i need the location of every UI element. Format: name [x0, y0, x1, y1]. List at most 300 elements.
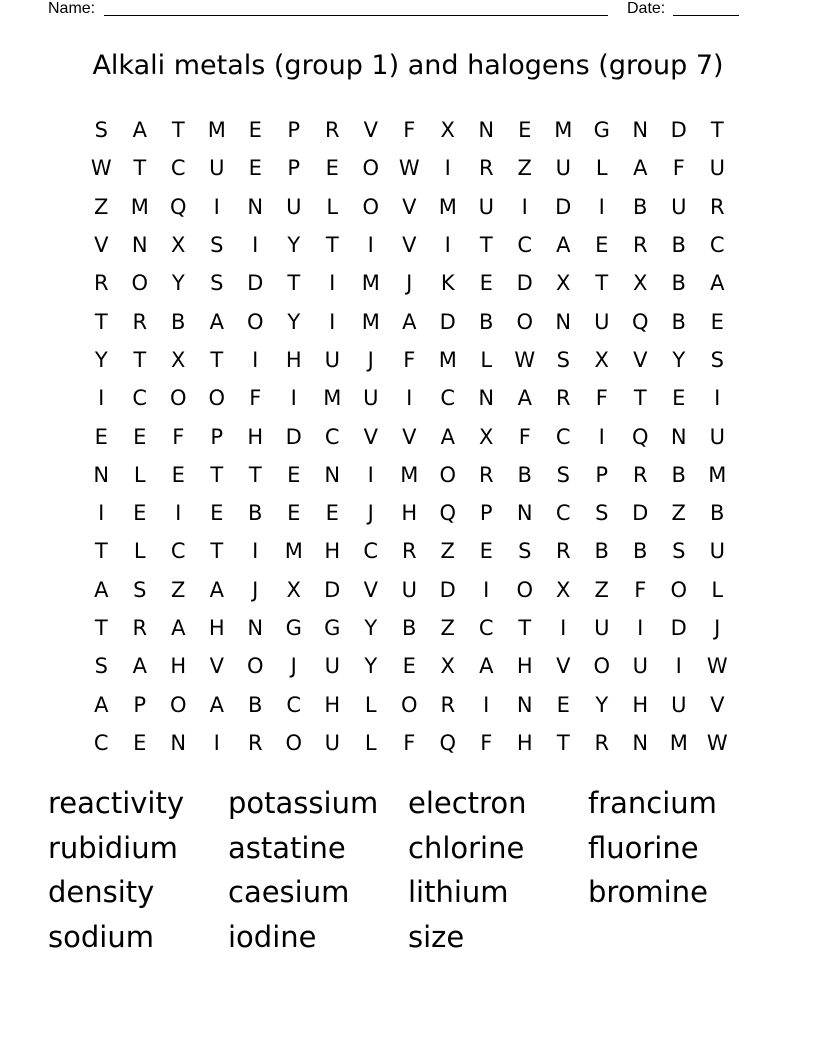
grid-letter: B: [671, 271, 686, 296]
name-blank-line: [104, 15, 608, 16]
grid-letter: I: [637, 616, 644, 640]
word-list-item: lithium: [408, 875, 509, 910]
grid-letter: T: [210, 347, 224, 372]
grid-letter: R: [594, 730, 610, 755]
grid-letter: Q: [439, 501, 457, 526]
grid-letter: L: [595, 156, 608, 181]
grid-letter: L: [326, 194, 339, 219]
grid-letter: O: [208, 386, 226, 411]
grid-letter: T: [479, 233, 493, 258]
grid-letter: D: [285, 424, 302, 449]
grid-letter: T: [287, 271, 301, 296]
grid-letter: B: [671, 309, 686, 334]
grid-letter: V: [209, 654, 224, 679]
grid-letter: A: [94, 692, 109, 717]
grid-letter: V: [94, 233, 109, 258]
grid-letter: N: [247, 194, 264, 219]
grid-letter: R: [440, 692, 456, 717]
grid-letter: F: [249, 386, 262, 411]
grid-letter: N: [247, 616, 264, 640]
word-list-item: caesium: [228, 875, 350, 910]
grid-letter: T: [171, 118, 185, 143]
grid-letter: B: [479, 309, 494, 334]
grid-letter: O: [516, 309, 534, 334]
grid-letter: U: [709, 156, 725, 181]
grid-letter: X: [440, 118, 455, 143]
grid-letter: C: [324, 424, 340, 449]
grid-letter: T: [710, 118, 724, 143]
grid-letter: Z: [517, 156, 532, 181]
grid-letter: E: [248, 156, 262, 181]
grid-letter: R: [132, 309, 148, 334]
grid-letter: U: [594, 309, 610, 334]
grid-letter: B: [248, 692, 263, 717]
word-list-item: rubidium: [48, 830, 178, 865]
grid-letter: S: [94, 118, 108, 143]
grid-letter: D: [439, 577, 456, 602]
grid-letter: U: [401, 577, 417, 602]
grid-letter: N: [478, 386, 495, 411]
grid-letter: I: [598, 194, 605, 219]
grid-letter: U: [209, 156, 225, 181]
grid-letter: E: [94, 424, 108, 449]
grid-letter: I: [175, 501, 182, 526]
grid-letter: G: [593, 118, 610, 143]
date-blank-line: [673, 15, 739, 16]
grid-letter: M: [708, 462, 727, 487]
grid-letter: Q: [631, 424, 649, 449]
grid-letter: N: [632, 118, 649, 143]
grid-letter: T: [210, 462, 224, 487]
grid-letter: D: [439, 309, 456, 334]
name-label: Name:: [48, 0, 96, 17]
grid-letter: N: [555, 309, 572, 334]
word-list-item: density: [48, 875, 155, 910]
grid-letter: W: [90, 156, 112, 181]
grid-letter: E: [402, 654, 416, 679]
grid-letter: F: [634, 577, 647, 602]
grid-letter: I: [444, 233, 451, 258]
grid-letter: I: [290, 386, 297, 411]
grid-letter: Y: [595, 692, 609, 717]
grid-letter: P: [287, 156, 301, 181]
grid-letter: B: [171, 309, 186, 334]
grid-letter: O: [285, 730, 303, 755]
grid-letter: I: [329, 271, 336, 296]
grid-letter: L: [133, 539, 146, 564]
grid-letter: B: [671, 462, 686, 487]
grid-letter: S: [710, 347, 724, 372]
grid-letter: L: [133, 462, 146, 487]
grid-letter: R: [478, 462, 494, 487]
grid-letter: Y: [364, 654, 378, 679]
grid-letter: O: [362, 156, 380, 181]
grid-letter: I: [252, 347, 259, 372]
grid-letter: Z: [94, 194, 109, 219]
grid-letter: W: [514, 347, 536, 372]
grid-letter: A: [209, 309, 224, 334]
grid-letter: X: [440, 654, 455, 679]
grid-letter: T: [210, 539, 224, 564]
grid-letter: I: [98, 501, 105, 526]
grid-letter: E: [595, 233, 609, 258]
grid-letter: H: [324, 692, 341, 717]
grid-letter: A: [556, 233, 571, 258]
grid-letter: A: [710, 271, 725, 296]
grid-letter: I: [560, 616, 567, 640]
grid-letter: I: [483, 692, 490, 717]
grid-letter: A: [209, 692, 224, 717]
grid-letter: F: [172, 424, 185, 449]
grid-letter: H: [285, 347, 302, 372]
grid-letter: H: [401, 501, 418, 526]
grid-letter: E: [556, 692, 570, 717]
grid-letter: E: [325, 156, 339, 181]
grid-letter: X: [633, 271, 648, 296]
grid-letter: C: [93, 730, 109, 755]
grid-letter: I: [329, 309, 336, 334]
grid-letter: J: [367, 501, 374, 526]
grid-letter: R: [555, 386, 571, 411]
grid-letter: F: [403, 118, 416, 143]
grid-letter: C: [363, 539, 379, 564]
grid-letter: D: [516, 271, 533, 296]
grid-letter: T: [133, 156, 147, 181]
grid-letter: S: [556, 347, 570, 372]
grid-letter: E: [133, 501, 147, 526]
grid-letter: A: [440, 424, 455, 449]
grid-letter: E: [325, 501, 339, 526]
grid-letter: R: [324, 118, 340, 143]
grid-letter: M: [284, 539, 303, 564]
grid-letter: L: [480, 347, 493, 372]
grid-letter: V: [633, 347, 648, 372]
grid-letter: Y: [287, 309, 301, 334]
grid-letter: I: [98, 386, 105, 411]
grid-letter: N: [670, 424, 687, 449]
grid-letter: F: [403, 730, 416, 755]
grid-letter: R: [709, 194, 725, 219]
grid-letter: C: [517, 233, 533, 258]
grid-letter: K: [440, 271, 455, 296]
grid-letter: Q: [631, 309, 649, 334]
grid-letter: Q: [439, 730, 457, 755]
grid-letter: H: [208, 616, 225, 640]
grid-letter: M: [438, 194, 457, 219]
grid-letter: M: [361, 309, 380, 334]
grid-letter: N: [516, 692, 533, 717]
grid-letter: R: [247, 730, 263, 755]
grid-letter: O: [439, 462, 457, 487]
grid-letter: T: [556, 730, 570, 755]
grid-letter: U: [632, 654, 648, 679]
grid-letter: S: [672, 539, 686, 564]
grid-letter: A: [209, 577, 224, 602]
grid-letter: O: [246, 309, 264, 334]
grid-letter: B: [402, 616, 417, 640]
word-list-item: reactivity: [48, 786, 185, 820]
grid-letter: B: [517, 462, 532, 487]
grid-letter: B: [710, 501, 725, 526]
word-list-item: chlorine: [408, 830, 525, 865]
grid-letter: F: [672, 156, 685, 181]
grid-letter: M: [554, 118, 573, 143]
grid-letter: S: [94, 654, 108, 679]
grid-letter: X: [556, 577, 571, 602]
grid-letter: N: [170, 730, 187, 755]
grid-letter: P: [287, 118, 301, 143]
date-label: Date:: [627, 0, 666, 17]
grid-letter: Z: [594, 577, 609, 602]
grid-letter: A: [517, 386, 532, 411]
grid-letter: Y: [364, 616, 378, 640]
grid-letter: E: [672, 386, 686, 411]
grid-letter: O: [670, 577, 688, 602]
grid-letter: A: [94, 577, 109, 602]
grid-letter: O: [516, 577, 534, 602]
grid-letter: S: [210, 271, 224, 296]
grid-letter: I: [213, 194, 220, 219]
grid-letter: O: [400, 692, 418, 717]
grid-letter: X: [556, 271, 571, 296]
grid-letter: P: [595, 462, 609, 487]
grid-letter: Y: [94, 347, 108, 372]
word-list-item: iodine: [228, 920, 317, 955]
grid-letter: Y: [672, 347, 686, 372]
grid-letter: H: [632, 692, 649, 717]
grid-letter: E: [171, 462, 185, 487]
grid-letter: T: [94, 616, 108, 640]
word-list-item: bromine: [588, 875, 708, 910]
grid-letter: I: [406, 386, 413, 411]
grid-letter: N: [324, 462, 341, 487]
grid-letter: D: [247, 271, 264, 296]
grid-letter: U: [594, 616, 610, 640]
grid-letter: F: [518, 424, 531, 449]
grid-letter: W: [706, 730, 728, 755]
grid-letter: U: [671, 692, 687, 717]
grid-letter: D: [670, 118, 687, 143]
grid-letter: M: [130, 194, 149, 219]
grid-letter: T: [133, 347, 147, 372]
grid-letter: I: [252, 233, 259, 258]
grid-letter: Z: [440, 616, 455, 640]
grid-letter: C: [440, 386, 456, 411]
grid-letter: U: [363, 386, 379, 411]
grid-letter: D: [632, 501, 649, 526]
grid-letter: V: [402, 424, 417, 449]
grid-letter: O: [131, 271, 149, 296]
grid-letter: M: [400, 462, 419, 487]
grid-letter: D: [670, 616, 687, 640]
grid-letter: S: [556, 462, 570, 487]
grid-letter: P: [210, 424, 224, 449]
word-list-item: size: [408, 920, 465, 955]
grid-letter: Y: [287, 233, 301, 258]
grid-letter: Z: [171, 577, 186, 602]
grid-letter: R: [555, 539, 571, 564]
header: [0, 0, 816, 20]
grid-letter: S: [133, 577, 147, 602]
grid-letter: T: [248, 462, 262, 487]
grid-letter: G: [285, 616, 302, 640]
grid-letter: E: [479, 539, 493, 564]
grid-letter: I: [675, 654, 682, 679]
grid-letter: E: [287, 501, 301, 526]
grid-letter: C: [286, 692, 302, 717]
grid-letter: F: [480, 730, 493, 755]
grid-letter: J: [290, 654, 297, 679]
grid-letter: D: [324, 577, 341, 602]
grid-letter: O: [593, 654, 611, 679]
grid-letter: X: [171, 347, 186, 372]
grid-letter: U: [286, 194, 302, 219]
grid-letter: A: [132, 654, 147, 679]
grid-letter: E: [210, 501, 224, 526]
grid-letter: I: [444, 156, 451, 181]
grid-letter: C: [555, 424, 571, 449]
grid-letter: A: [402, 309, 417, 334]
grid-letter: M: [361, 271, 380, 296]
grid-letter: X: [479, 424, 494, 449]
grid-letter: V: [402, 194, 417, 219]
grid-letter: L: [364, 692, 377, 717]
grid-letter: U: [555, 156, 571, 181]
grid-letter: X: [171, 233, 186, 258]
grid-letter: C: [132, 386, 148, 411]
letter-grid: [82, 111, 737, 762]
grid-letter: R: [632, 462, 648, 487]
grid-letter: W: [706, 654, 728, 679]
grid-letter: Y: [171, 271, 185, 296]
grid-letter: U: [709, 424, 725, 449]
grid-letter: L: [364, 730, 377, 755]
grid-letter: C: [709, 233, 725, 258]
grid-letter: T: [633, 386, 647, 411]
grid-letter: P: [479, 501, 493, 526]
grid-letter: V: [363, 577, 378, 602]
grid-letter: T: [94, 539, 108, 564]
grid-letter: A: [132, 118, 147, 143]
grid-letter: J: [367, 347, 374, 372]
grid-letter: L: [711, 577, 724, 602]
grid-letter: H: [516, 654, 533, 679]
grid-letter: E: [518, 118, 532, 143]
grid-letter: T: [94, 309, 108, 334]
grid-letter: F: [595, 386, 608, 411]
grid-letter: C: [170, 539, 186, 564]
grid-letter: E: [287, 462, 301, 487]
grid-letter: H: [516, 730, 533, 755]
grid-letter: E: [710, 309, 724, 334]
grid-letter: N: [93, 462, 110, 487]
word-list-item: astatine: [228, 830, 346, 865]
grid-letter: J: [714, 616, 721, 640]
grid-letter: M: [438, 347, 457, 372]
puzzle-title: Alkali metals (group 1) and halogens (group 7): [92, 50, 724, 81]
grid-letter: S: [210, 233, 224, 258]
grid-letter: I: [483, 577, 490, 602]
grid-letter: E: [133, 424, 147, 449]
grid-letter: D: [555, 194, 572, 219]
grid-letter: C: [170, 156, 186, 181]
grid-letter: B: [248, 501, 263, 526]
grid-letter: O: [246, 654, 264, 679]
grid-letter: I: [521, 194, 528, 219]
grid-letter: V: [363, 424, 378, 449]
grid-letter: A: [171, 616, 186, 640]
grid-letter: J: [406, 271, 413, 296]
grid-letter: J: [252, 577, 259, 602]
grid-letter: M: [207, 118, 226, 143]
grid-letter: B: [671, 233, 686, 258]
grid-letter: T: [595, 271, 609, 296]
grid-letter: E: [479, 271, 493, 296]
grid-letter: Q: [169, 194, 187, 219]
grid-letter: N: [516, 501, 533, 526]
grid-letter: I: [213, 730, 220, 755]
grid-letter: P: [133, 692, 147, 717]
grid-letter: C: [478, 616, 494, 640]
grid-letter: N: [478, 118, 495, 143]
grid-letter: N: [632, 730, 649, 755]
grid-letter: E: [133, 730, 147, 755]
word-list-item: francium: [588, 786, 717, 820]
grid-letter: U: [478, 194, 494, 219]
grid-letter: O: [169, 692, 187, 717]
grid-letter: R: [478, 156, 494, 181]
grid-letter: I: [252, 539, 259, 564]
grid-letter: H: [324, 539, 341, 564]
grid-letter: A: [479, 654, 494, 679]
grid-letter: M: [669, 730, 688, 755]
grid-letter: U: [709, 539, 725, 564]
grid-letter: H: [170, 654, 187, 679]
grid-letter: B: [594, 539, 609, 564]
grid-letter: Z: [671, 501, 686, 526]
grid-letter: F: [403, 347, 416, 372]
grid-letter: S: [518, 539, 532, 564]
grid-letter: I: [598, 424, 605, 449]
grid-letter: V: [710, 692, 725, 717]
grid-letter: I: [367, 233, 374, 258]
grid-letter: R: [401, 539, 417, 564]
grid-letter: R: [632, 233, 648, 258]
grid-letter: T: [325, 233, 339, 258]
grid-letter: C: [555, 501, 571, 526]
grid-letter: H: [247, 424, 264, 449]
grid-letter: R: [93, 271, 109, 296]
grid-letter: E: [248, 118, 262, 143]
grid-letter: U: [324, 347, 340, 372]
grid-letter: W: [398, 156, 420, 181]
grid-letter: X: [594, 347, 609, 372]
grid-letter: T: [518, 616, 532, 640]
grid-letter: I: [367, 462, 374, 487]
word-list-item: potassium: [228, 786, 379, 820]
grid-letter: B: [633, 539, 648, 564]
grid-letter: B: [633, 194, 648, 219]
grid-letter: S: [595, 501, 609, 526]
grid-letter: V: [363, 118, 378, 143]
grid-letter: O: [169, 386, 187, 411]
grid-letter: U: [324, 730, 340, 755]
grid-letter: A: [633, 156, 648, 181]
word-list-item: electron: [408, 786, 527, 820]
grid-letter: N: [131, 233, 148, 258]
grid-letter: U: [671, 194, 687, 219]
word-list-item: sodium: [48, 920, 154, 955]
